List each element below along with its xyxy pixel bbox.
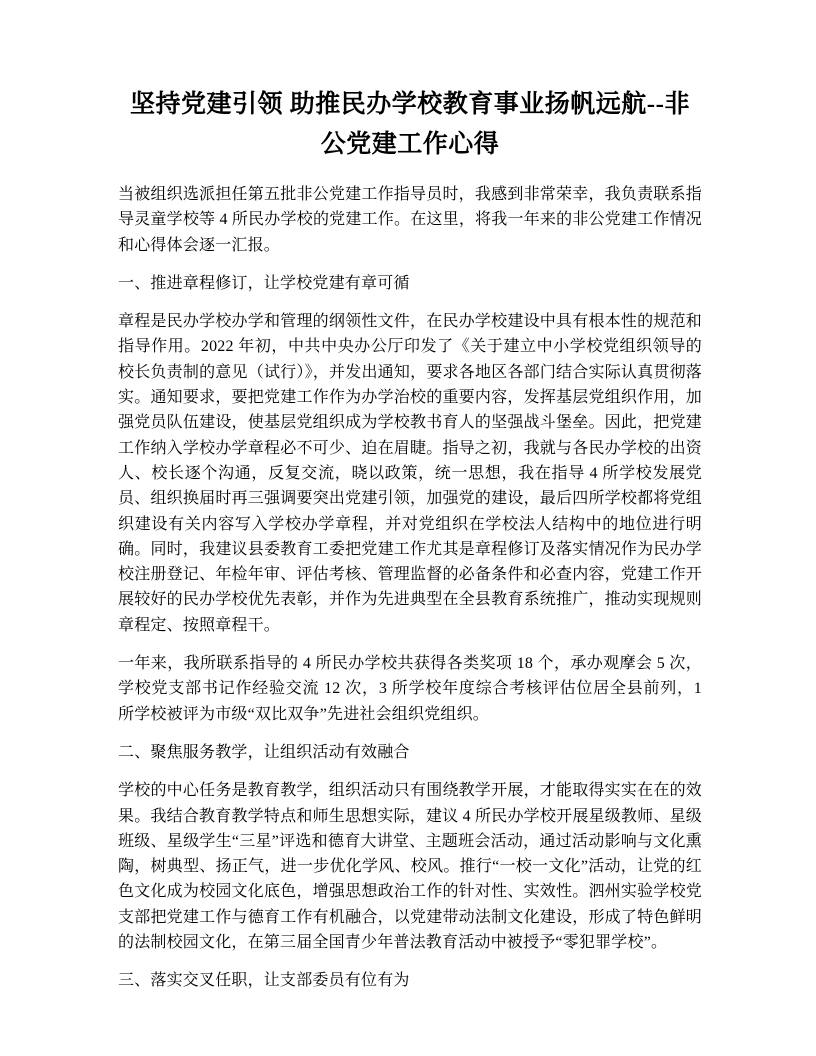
section-2-heading: 二、聚焦服务教学，让组织活动有效融合 [118,743,410,761]
intro-paragraph: 当被组织选派担任第五批非公党建工作指导员时，我感到非常荣幸，我负责联系指导灵童学校等 4 所民办学校的党建工作。在这里，将我一年来的非公党建工作情况和心得体会逐一汇报。 [118,186,702,254]
section-3-heading: 三、落实交叉任职，让支部委员有位有为 [118,972,410,990]
section-1-heading: 一、推进章程修订，让学校党建有章可循 [118,274,410,292]
section-2-paragraph: 学校的中心任务是教育教学，组织活动只有围绕教学开展，才能取得实实在在的效果。我结合教育教学特点和师生思想实际，建议 4 所民办学校开展星级教师、星级班级、星级学生“三星”评选和德育大讲堂、主题班会活动，通过活动影响与文化熏陶，树典型、扬正气，进一步优化学风、校风。推行“一校一文化”活动，让党的红色文化成为校园文化底色，增强思想政治工作的针对性、实效性。泗州实验学校党支部把党建工作与德育工作有机融合，以党建带动法制文化建设，形成了特色鲜明的法制校园文化，在第三届全国青少年普法教育活动中被授予“零犯罪学校”。 [118,782,702,952]
section-1-results-paragraph: 一年来，我所联系指导的 4 所民办学校共获得各类奖项 18 个，承办观摩会 5 次，学校党支部书记作经验交流 12 次，3 所学校年度综合考核评估位居全县前列，1 所学校被评为市级“双比双争”先进社会组织党组织。 [118,655,702,723]
document-title: 坚持党建引领 助推民办学校教育事业扬帆远航--非公党建工作心得 [130,91,690,158]
section-1-paragraph: 章程是民办学校办学和管理的纲领性文件，在民办学校建设中具有根本性的规范和指导作用。2022 年初，中共中央办公厅印发了《关于建立中小学校党组织领导的校长负责制的意见（试行）》，并发出通知，要求各地区各部门结合实际认真贯彻落实。通知要求，要把党建工作作为办学治校的重要内容，发挥基层党组织作用，加强党员队伍建设，使基层党组织成为学校教书育人的坚强战斗堡垒。因此，把党建工作纳入学校办学章程必不可少、迫在眉睫。指导之初，我就与各民办学校的出资人、校长逐个沟通，反复交流，晓以政策，统一思想，我在指导 4 所学校发展党员、组织换届时再三强调要突出党建引领，加强党的建设，最后四所学校都将党组织建设有关内容写入学校办学章程，并对党组织在学校法人结构中的地位进行明确。同时，我建议县委教育工委把党建工作尤其是章程修订及落实情况作为民办学校注册登记、年检年审、评估考核、管理监督的必备条件和必查内容，党建工作开展较好的民办学校优先表彰，并作为先进典型在全县教育系统推广，推动实现规则章程定、按照章程干。 [118,313,702,634]
